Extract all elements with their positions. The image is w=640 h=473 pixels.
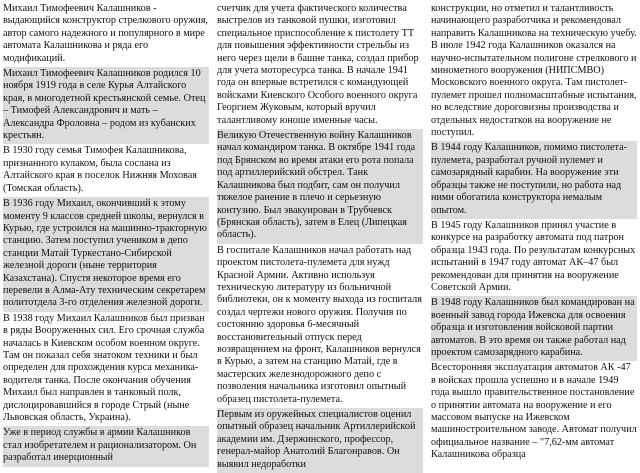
paragraph: Михаил Тимофеевич Калашников родился 10 ноября 1919 года в селе Курья Алтайского края, в многодетной крестьянской семье. Отец – Тимофей Александрович и мать – Александра Фроловна – родом из кубанских крестьян. bbox=[3, 67, 209, 144]
paragraph: В 1938 году Михаил Калашников был призван в ряды Вооруженных сил. Его срочная служба началась в Киевском особом военном округе. Там он показал себя знатоком техники и был определен для прохождения курса механика-водителя танка. После окончания обучения Михаил был направлен в танковый полк, дислоцировавшийся в городе Стрый (ныне Львовская область, Украина). bbox=[3, 312, 205, 423]
paragraph: Великую Отечественную войну Калашников начал командиром танка. В октябре 1941 года под Брянском во время атаки его рота попала под артиллерийский обстрел. Танк Калашникова был подбит, сам он получил тяжелое ранение в плечо и серьезную контузию. Был эвакуирован в Трубчевск (Брянская область), затем в Елец (Липецкая область). bbox=[217, 129, 423, 244]
column-1 bbox=[3, 2, 209, 464]
paragraph: В 1945 году Калашников принял участие в конкурсе на разработку автомата под патрон образца 1943 года. По результатам конкурсных испытаний в 1947 году автомат АК–47 был рекомендован для принятия на вооружение Советской Армии. bbox=[431, 219, 636, 293]
paragraph: Первым из оружейных специалистов оценил опытный образец начальник Артиллерийской академии им. Дзержинского, профессор, генерал-майор Анатолий Благонравов. Он выявил недоработки bbox=[217, 408, 423, 473]
paragraph: В госпитале Калашников начал работать над проектом пистолета-пулемета для нужд Красной Армии. Активно используя техническую литературу из больничной библиотеки, он к моменту выхода из госпиталя создал чертежи нового оружия. Получив по состоянию здоровья 6-месячный восстановительный отпуск перед возвращением на фронт, Калашников вернулся в Курью, а затем на станцию Матай, где в мастерских железнодорожного депо с позволения начальника изготовил опытный образец пистолета-пулемета. bbox=[217, 244, 422, 405]
paragraph: Всесторонняя эксплуатация автоматов АК -47 в войсках прошла успешно и в начале 1949 года вышло правительственное постановление о принятии автомата на вооружение и его массовом выпуске на Ижевском машиностроительном заводе. Автомат получил официальное название – "7,62-мм автомат Калашникова образца bbox=[431, 362, 637, 461]
paragraph: счетчик для учета фактического количества выстрелов из танковой пушки, изготовил специальное приспособление к пистолету ТТ для повышения эффективности стрельбы из него через щели в башне танка, создал прибор для учета моторесурса танка. В начале 1941 года он впервые встретился с командующей войсками Киевского Особого военного округа Георгием Жуковым, который вручил талантливому юноше именные часы. bbox=[217, 3, 419, 126]
paragraph: конструкции, но отметил и талантливость начинающего разработчика и рекомендовал направить Калашникова на техническую учебу. В июле 1942 года Калашников оказался на научно-испытательном полигоне стрелкового и минометного вооружения (НИПСМВО) Московского военного округа. Там пистолет-пулемет прошел полномасштабные испытания, но вследствие дороговизны производства и отдельных недостатков на вооружение не поступил. bbox=[431, 3, 637, 139]
paragraph: Михаил Тимофеевич Калашников - выдающийся конструктор стрелкового оружия, автор самого надежного и популярного в мире автомата Калашникова и ряда его модификаций. bbox=[3, 3, 208, 64]
paragraph: В 1936 году Михаил, окончивший к этому моменту 9 классов средней школы, вернулся в Курью, где устроился на машинно-тракторную станцию. Затем поступил учеником в депо станции Матай Туркестано-Сибирской железной дороги (ныне территория Казахстана). Спустя некоторое время его перевели в Алма-Ату техническим секретарем политотдела 3-го отделения железной дороги. bbox=[3, 197, 209, 312]
column-2 bbox=[217, 2, 423, 470]
column-3 bbox=[431, 2, 637, 461]
paragraph: Уже в период службы в армии Калашников стал изобретателем и рационализатором. Он разработал инерционный bbox=[3, 426, 209, 466]
paragraph: В 1930 году семья Тимофея Калашникова, признанного кулаком, была сослана из Алтайского края в поселок Нижняя Моховая (Томская область). bbox=[3, 145, 197, 194]
paragraph: В 1948 году Калашников был командирован на военный завод города Ижевска для освоения образца и изготовления войсковой партии автоматов. В это время он также работал над проектом самозарядного карабина. bbox=[431, 296, 637, 361]
paragraph: В 1944 году Калашников, помимо пистолета-пулемета, разработал ручной пулемет и самозарядный карабин. На вооружение эти образцы также не поступили, но работа над ними обогатила конструктора немалым опытом. bbox=[431, 141, 637, 218]
